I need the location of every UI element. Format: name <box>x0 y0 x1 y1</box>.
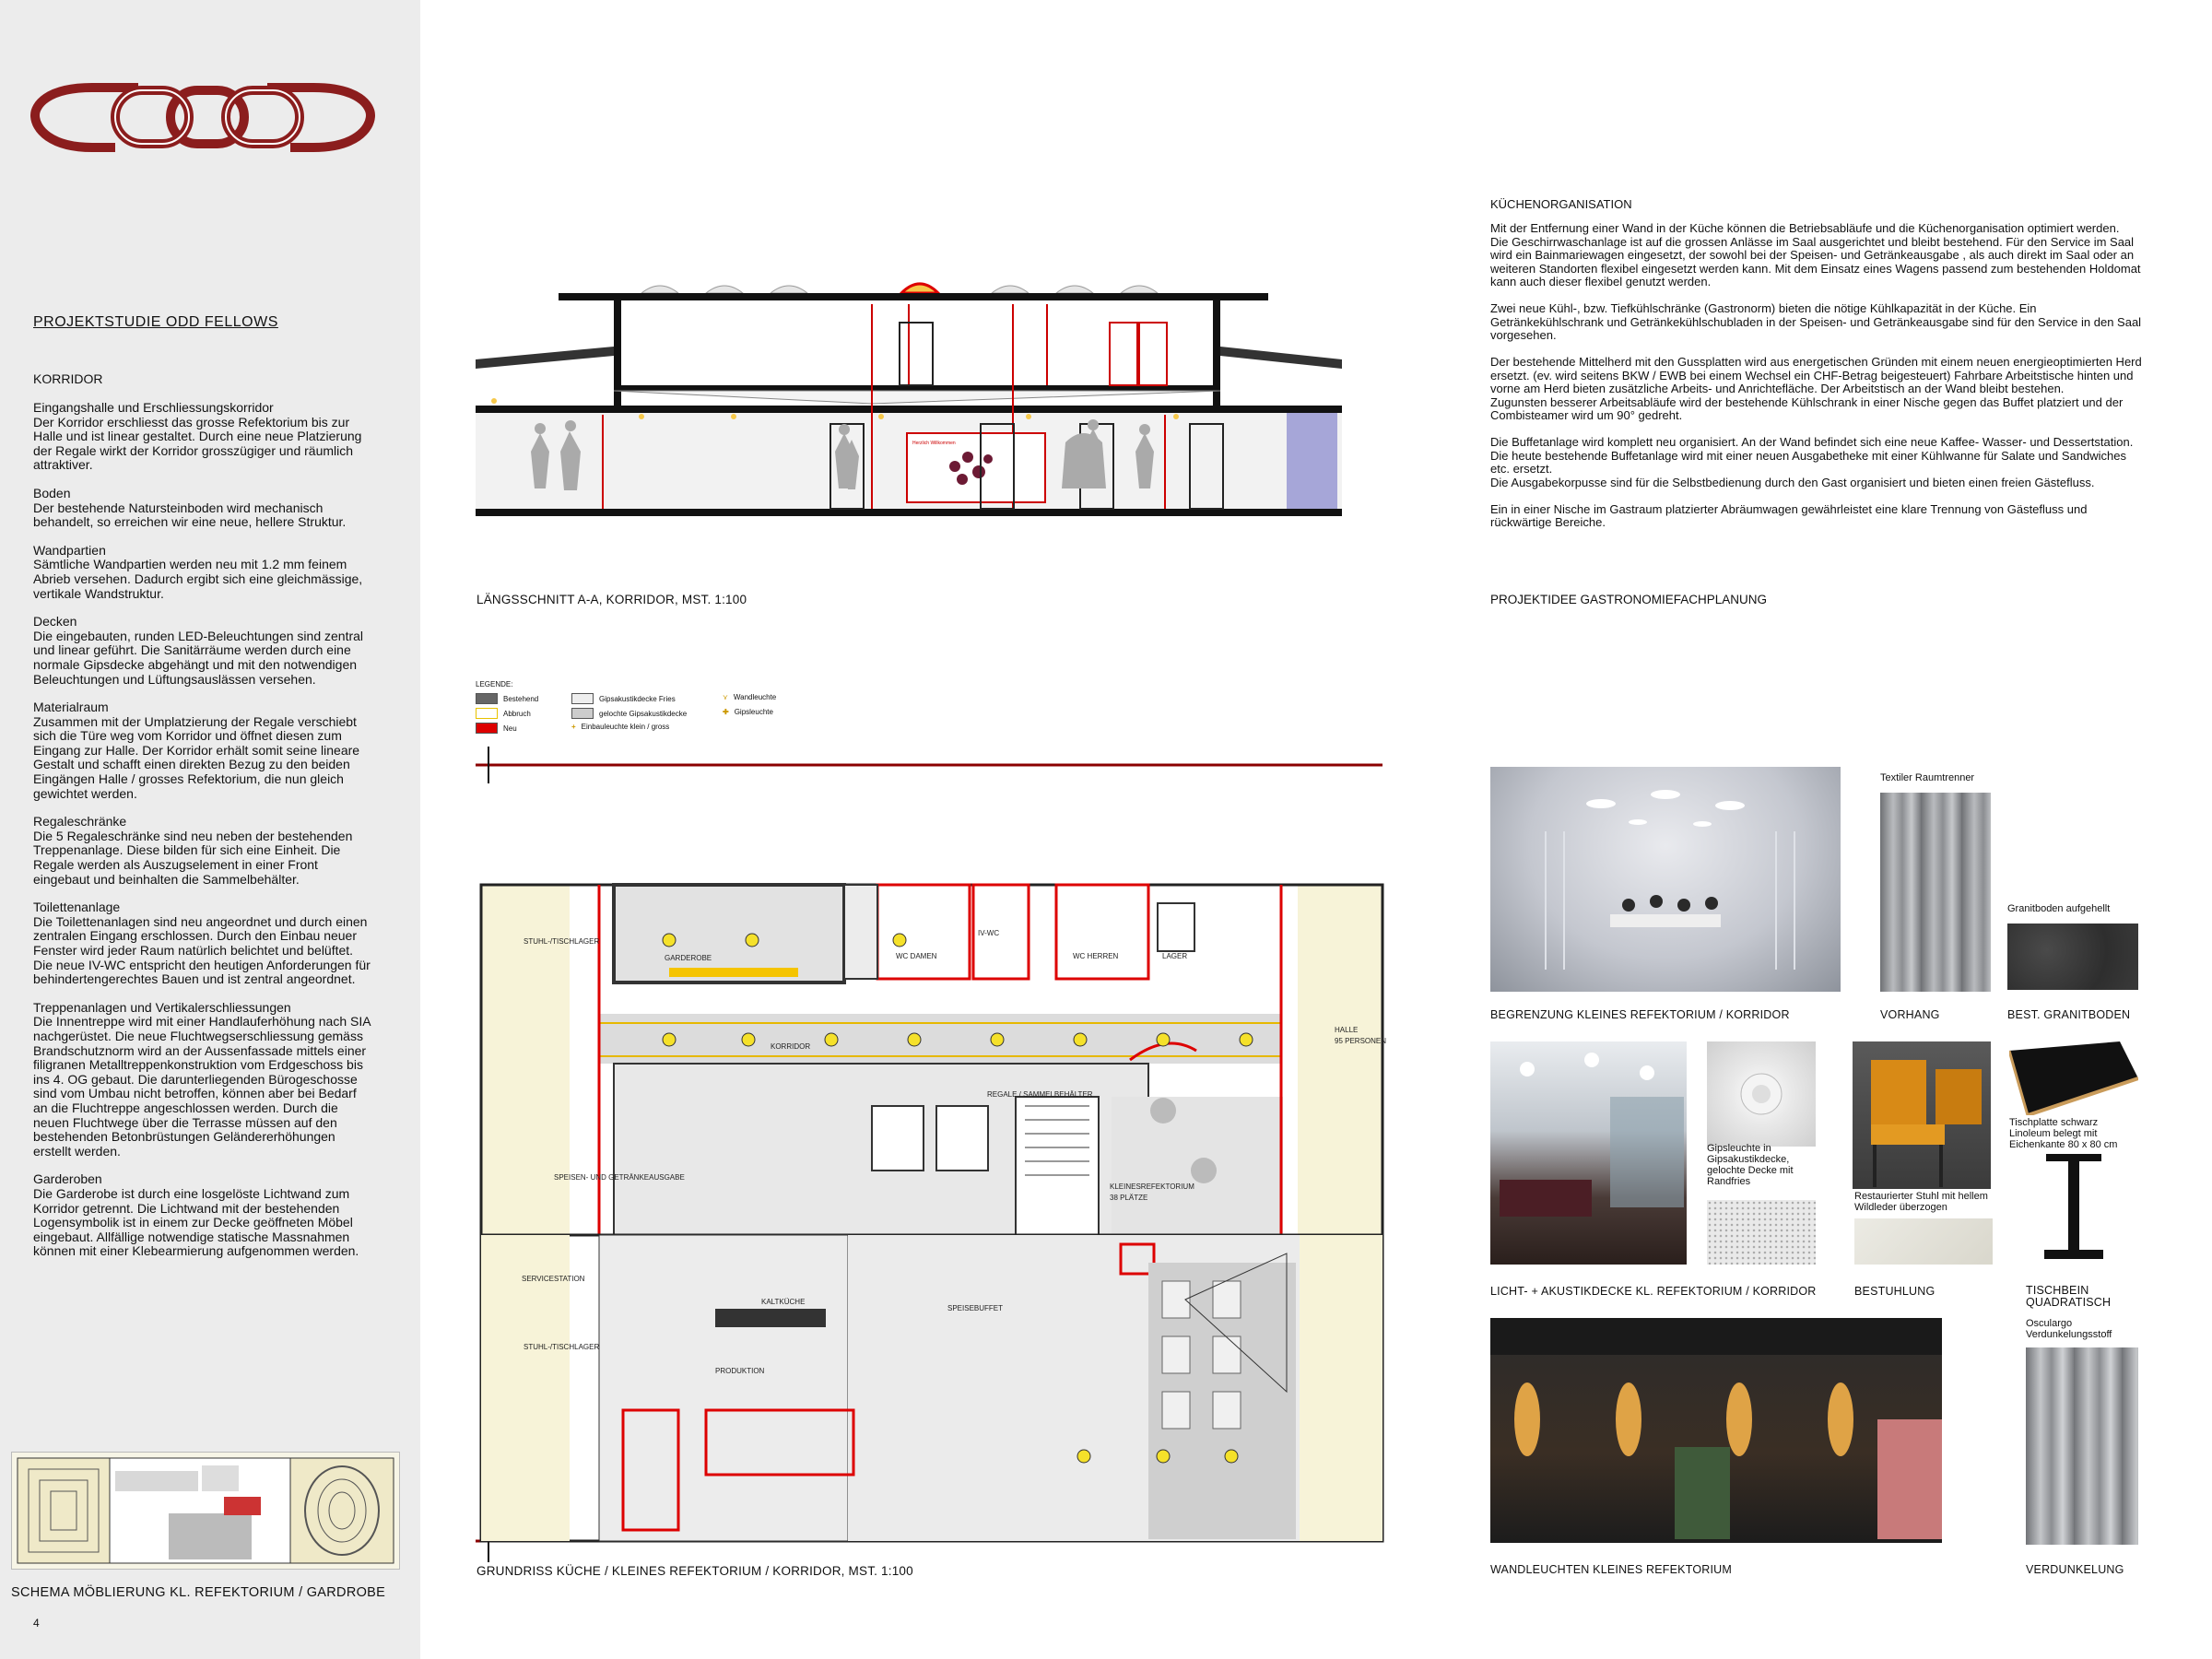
bestuhlung-caption: BESTUHLUNG <box>1854 1285 1936 1298</box>
room-garderobe: GARDEROBE <box>665 954 712 962</box>
sidebar-text-sections <box>33 401 374 1259</box>
room-kleines: KLEINESREFEKTORIUM <box>1110 1182 1194 1191</box>
sign-text: Herzlich Willkommen <box>912 441 956 446</box>
granit-caption: BEST. GRANITBODEN <box>2007 1008 2131 1021</box>
room-iv-wc: IV-WC <box>978 929 1000 937</box>
kuechen-title: KÜCHENORGANISATION <box>1490 197 1632 211</box>
section-toilettenanlage: Toilettenanlage Die Toilettenanlagen sind neu angeordnet und durch einen zentralen Eingang erschlossen. Durch den Einbau neuer Fenster wird jeder Raum natürlich belichtet und belüftet. Die neue IV-WC entspricht den heutigen Anforderungen für behindertengerechtes Bauen und ist zentral angeordnet. <box>33 900 371 987</box>
odd-fellows-logo <box>28 65 378 166</box>
grundriss-caption: GRUNDRISS KÜCHE / KLEINES REFEKTORIUM / KORRIDOR, MST. 1:100 <box>477 1564 913 1578</box>
section-decken: Decken Die eingebauten, runden LED-Beleuchtungen sind zentral und linear geführt. Die Sanitärräume werden durch eine normale Gipsdecke abgehängt und mit den notwendigen Beleuchtungen und Lüftungsauslässen versehen. <box>33 614 364 687</box>
tischbein-photo <box>2028 1154 2120 1265</box>
room-stuhl-top: STUHL-/TISCHLAGER <box>524 937 600 946</box>
room-lager: LAGER <box>1162 952 1188 960</box>
sidebar <box>0 0 420 1659</box>
akustikdecke-photo <box>1707 1200 1816 1265</box>
stuhl-photo <box>1853 1041 1991 1189</box>
verdunkelung-photo <box>2026 1347 2138 1545</box>
osculargo-label: Osculargo Verdunkelungsstoff <box>2026 1318 2112 1340</box>
granit-label: Granitboden aufgehellt <box>2007 903 2111 914</box>
kuechen-paragraph: Mit der Entfernung einer Wand in der Küche können die Betriebsabläufe und die Küchenorganisation optimiert werden. Die Geschirrwaschanlage ist auf die grossen Anlässe im Saal ausgerichtet und bleibt bestehend. Für den Service im Saal wird ein Bainmariewagen eingesetzt, der sowohl bei der Speisen- und Getränkeausgabe , als auch direkt im Saal oder an weiteren Standorten flexibel eingesetzt werden kann. Mit dem Einsatz eines Wagens passend zum bestehenden Holdomat kann auch dieser flexibel genutzt werden. <box>1490 221 2141 288</box>
room-halle: HALLE <box>1335 1026 1359 1034</box>
tisch-note: Tischplatte schwarz Linoleum belegt mit Eichenkante 80 x 80 cm <box>2009 1117 2118 1150</box>
grundriss-plan <box>476 747 1388 1567</box>
legend-gipsleuchte: Gipsleuchte <box>734 708 773 716</box>
room-produktion: PRODUKTION <box>715 1367 765 1375</box>
kuechen-paragraph: Der bestehende Mittelherd mit den Gussplatten wird aus energetischen Gründen mit einem neuen energieoptimierten Herd ersetzt. (ev. wird seitens BKW / EWB bei einem Wechsel ein CHF-Betrag beigesteuert) Fahrbare Arbeitstische hinten und vorne am Herd bieten zusätzliche Arbeits- und Anrichtefläche. Der Arbeitstisch an der Wand bleibt bestehen. Zugunsten besserer Arbeitsabläufe wird der bestehende Kühlschrank in einer Nische gegen das Buffet platziert und der Combisteamer wird um 90° gedreht. <box>1490 355 2142 422</box>
vorhang-photo <box>1880 793 1991 992</box>
verdunkelung-caption: VERDUNKELUNG <box>2026 1563 2124 1576</box>
kuechen-body <box>1490 222 2147 543</box>
room-korridor: KORRIDOR <box>771 1042 811 1051</box>
gipsleuchte-note: Gipsleuchte in Gipsakustikdecke, gelochte Decke mit Randfries <box>1707 1143 1794 1187</box>
licht-caption: LICHT- + AKUSTIKDECKE KL. REFEKTORIUM / KORRIDOR <box>1490 1285 1817 1298</box>
korridor-heading: KORRIDOR <box>33 371 103 386</box>
room-regale: REGALE / SAMMELBEHÄLTER <box>987 1090 1093 1099</box>
schema-caption: SCHEMA MÖBLIERUNG KL. REFEKTORIUM / GARDROBE <box>11 1585 386 1600</box>
laengsschnitt-drawing <box>476 267 1342 535</box>
section-eingang: Eingangshalle und Erschliessungskorridor Der Korridor erschliesst das grosse Refektorium bis zur Halle und ist linear gestaltet. Durch eine neue Platzierung der Regale wirkt der Korridor grosszügiger und räumlich attraktiver. <box>33 400 362 473</box>
begrenzung-caption: BEGRENZUNG KLEINES REFEKTORIUM / KORRIDOR <box>1490 1008 1790 1021</box>
plan-legend: LEGENDE: Bestehend Abbruch Neu Gipsakustikdecke Fries gelochte Gipsakustikdecke + Einbauleuchte klein / gross ⋎ Wandleuchte ✚ Gipsleuchte <box>476 680 777 733</box>
legend-fries: Gipsakustikdecke Fries <box>599 694 676 703</box>
legend-title: LEGENDE: <box>476 680 513 688</box>
room-kaltkueche: KALTKÜCHE <box>761 1298 806 1306</box>
licht-photo <box>1490 1041 1687 1265</box>
room-wc-herren: WC HERREN <box>1073 952 1119 960</box>
section-materialraum: Materialraum Zusammen mit der Umplatzierung der Regale verschiebt sich die Türe weg vom Korridor und öffnet diesen zum Eingang zur Halle. Der Korridor erhält somit seine lineare Gestalt und schafft einen direkten Bezug zu den beiden Eingängen Halle / grosses Refektorium, die nun gleich gewichtet werden. <box>33 700 360 801</box>
page-number: 4 <box>33 1617 40 1630</box>
kuechen-paragraph: Zwei neue Kühl-, bzw. Tiefkühlschränke (Gastronorm) bieten die nötige Kühlkapazität in der Küche. Ein Getränkekühlschrank und Getränkekühlschubladen in der Speisen- und Getränkeausgabe sind für den Service in den Saal vorgesehen. <box>1490 301 2142 342</box>
laengsschnitt-caption: LÄNGSSCHNITT A-A, KORRIDOR, MST. 1:100 <box>477 593 747 606</box>
stuhl-note: Restaurierter Stuhl mit hellem Wildleder überzogen <box>1854 1191 1988 1213</box>
textiler-label: Textiler Raumtrenner <box>1880 772 1975 783</box>
wandleuchten-caption: WANDLEUCHTEN KLEINES REFEKTORIUM <box>1490 1563 1732 1576</box>
legend-bestehend: Bestehend <box>503 694 539 703</box>
begrenzung-photo <box>1490 767 1841 992</box>
gipsleuchte-photo <box>1707 1041 1816 1147</box>
section-treppenanlagen: Treppenanlagen und Vertikalerschliessungen Die Innentreppe wird mit einer Handlauferhöhung nach SIA nachgerüstet. Die neue Fluchtwegserschliessung gemäss Brandschutznorm wird an der Aussenfassade mittels einer filigranen Metalltreppenkonstruktion vom Erdgeschoss bis ins 4. OG gebaut. Die darunterliegenden Bürogeschosse sind vom Umbau nicht betroffen, können aber bei Bedarf an die Fluchtreppe angeschlossen werden. Durch die neuen Fluchtwege über die Terrasse müssen auf den bestehenden Betonbrüstungen Geländererhöhungen erstellt werden. <box>33 999 371 1159</box>
section-garderoben: Garderoben Die Garderobe ist durch eine losgelöste Lichtwand zum Korridor getrennt. Die Lichtwand mit der bestehenden Logensymbolik ist in einem zur Decke geöffneten Möbel eingebaut. Allfällige notwendige statische Massnahmen können mit einer Klebearmierung aufgenommen werden. <box>33 1171 359 1259</box>
gastronomie-caption: PROJEKTIDEE GASTRONOMIEFACHPLANUNG <box>1490 593 1768 606</box>
room-servicestation: SERVICESTATION <box>522 1275 585 1283</box>
room-stuhl-bottom: STUHL-/TISCHLAGER <box>524 1343 600 1351</box>
room-speisebuffet: SPEISEBUFFET <box>947 1304 1004 1312</box>
room-speisen: SPEISEN- UND GETRÄNKEAUSGABE <box>554 1173 685 1182</box>
schema-moeblierung-diagram <box>11 1452 400 1570</box>
vorhang-caption: VORHANG <box>1880 1008 1940 1021</box>
room-plaetze: 38 PLÄTZE <box>1110 1194 1148 1202</box>
room-halle-sub: 95 PERSONEN <box>1335 1037 1387 1045</box>
section-boden: Boden Der bestehende Natursteinboden wird mechanisch behandelt, so erreichen wir eine neue, hellere Struktur. <box>33 485 347 530</box>
wildleder-photo <box>1854 1218 1993 1265</box>
kuechen-paragraph: Die Buffetanlage wird komplett neu organisiert. An der Wand befindet sich eine neue Kaffee- Wasser- und Dessertstation. Die heute bestehende Buffetanlage wird mit einer neuen Ausgabetheke mit einer Kühlwanne für Salate und Sandwiches etc. ersetzt. Die Ausgabekorpusse sind für die Selbstbedienung durch den Gast organisiert und bieten einen freien Gästefluss. <box>1490 435 2134 489</box>
project-title: PROJEKTSTUDIE ODD FELLOWS <box>33 314 278 330</box>
legend-gelochte: gelochte Gipsakustikdecke <box>599 709 688 718</box>
legend-neu: Neu <box>503 724 517 733</box>
section-regaleschraenke: Regaleschränke Die 5 Regaleschränke sind neu neben der bestehenden Treppenanlage. Diese bilden für sich eine Einheit. Die Regale werden als Auszugselement in einer Front eingebaut und beinhalten die Sammelbehälter. <box>33 814 353 887</box>
section-wandpartien: Wandpartien Sämtliche Wandpartien werden neu mit 1.2 mm feinem Abrieb versehen. Dadurch ergibt sich eine gleichmässige, vertikale Wandstruktur. <box>33 542 363 601</box>
granit-photo <box>2007 924 2138 990</box>
kuechen-paragraph: Ein in einer Nische im Gastraum platzierter Abräumwagen gewährleistet eine klare Trennung von Gästefluss und rückwärtige Bereiche. <box>1490 501 2088 529</box>
wandleuchten-photo <box>1490 1318 1942 1543</box>
tischbein-caption: TISCHBEIN QUADRATISCH <box>2026 1284 2112 1309</box>
legend-abbruch: Abbruch <box>503 709 531 718</box>
tischplatte-photo <box>2009 1041 2138 1115</box>
room-wc-damen: WC DAMEN <box>896 952 937 960</box>
legend-wandleuchte: Wandleuchte <box>733 693 777 701</box>
legend-einbauleuchte: Einbauleuchte klein / gross <box>581 723 670 731</box>
